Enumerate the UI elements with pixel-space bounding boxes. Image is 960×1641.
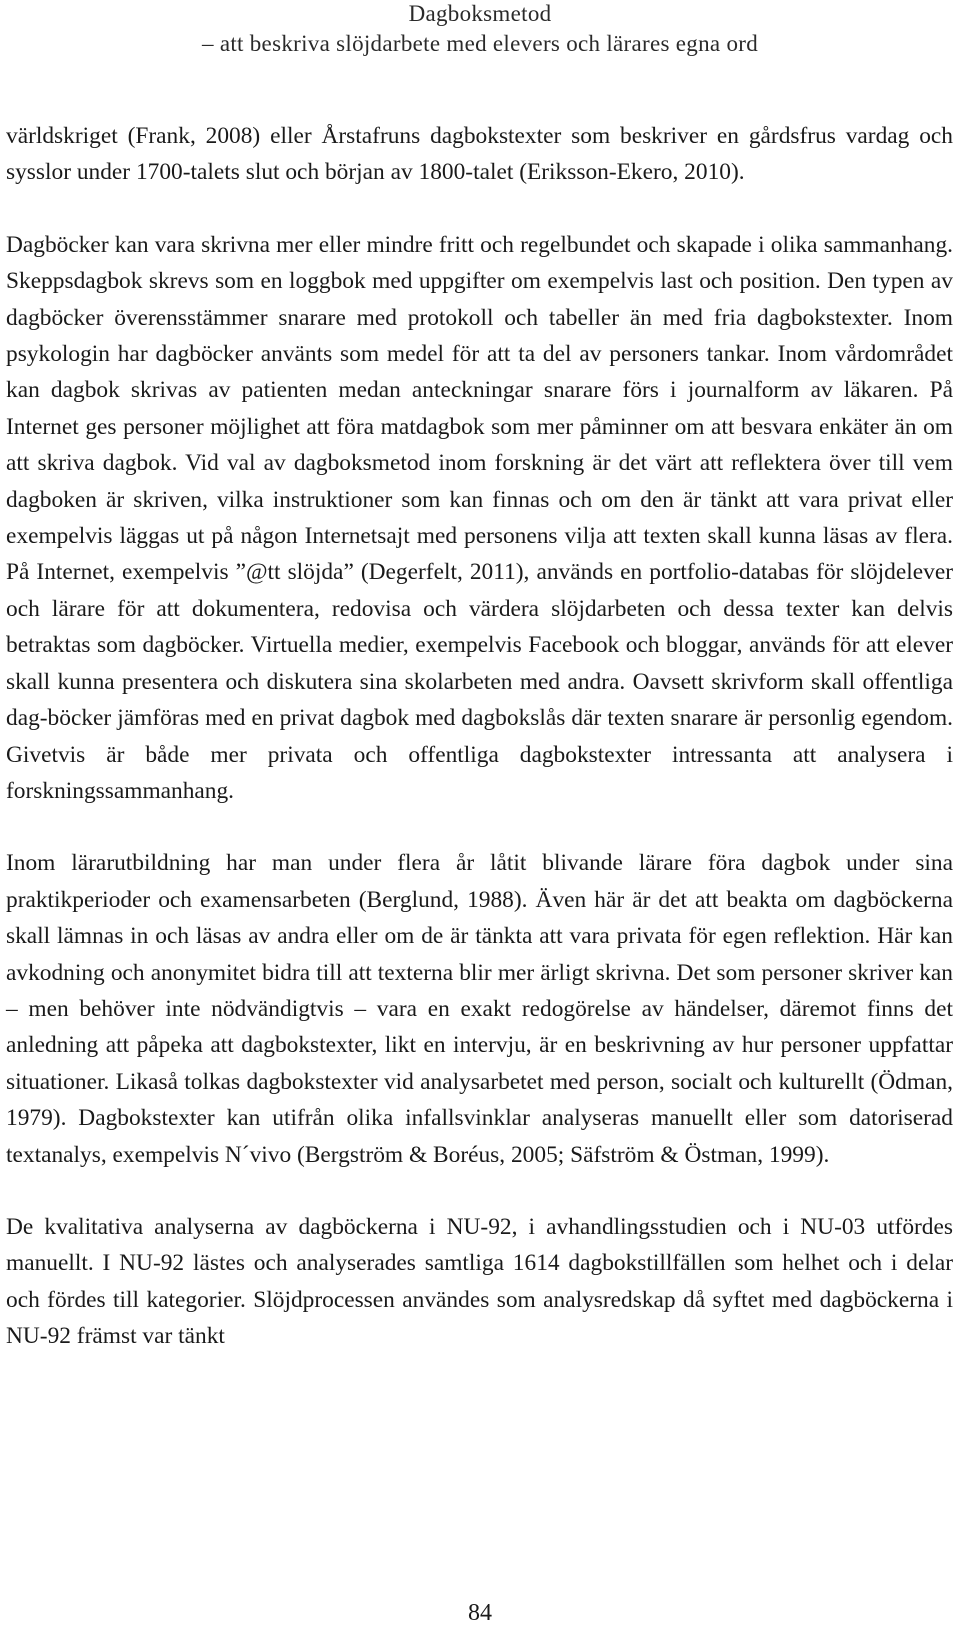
- header-subtitle: – att beskriva slöjdarbete med elevers och lärares egna ord: [201, 31, 759, 56]
- page-number: 84: [468, 1600, 492, 1626]
- paragraph: Dagböcker kan vara skrivna mer eller mindre fritt och regelbundet och skapade i olika sammanhang. Skeppsdagbok skrevs som en loggbok med uppgifter om exempelvis last och position. Den typen av dagböcker överensstämmer snarare med protokoll och tabeller än med fria dagbokstexter. Inom psykologin har dagböcker använts som medel för att ta del av personers tankar. Inom vårdområdet kan dagbok skrivas av patienten medan anteckningar snarare förs i journalform av läkaren. På Internet ges personer möjlighet att föra matdagbok som mer påminner om att besvara enkäter än om att skriva dagbok. Vid val av dagboksmetod inom forskning är det värt att reflektera över till vem dagboken är skriven, vilka instruktioner som kan finnas och om den är tänkt att vara privat eller exempelvis läggas ut på någon Internetsajt med personens vilja att texten skall kunna läsas av flera. På Internet, exempelvis ”@tt slöjda” (Degerfelt, 2011), används en portfolio-databas för slöjdelever och lärare för att dokumentera, redovisa och värdera slöjdarbeten och dessa texter kan delvis betraktas som dagböcker. Virtuella medier, exempelvis Facebook och bloggar, används för att elever skall kunna presentera och diskutera sina skolarbeten med andra. Oavsett skrivform skall offentliga dag-böcker jämföras med en privat dagbok med dagbokslås där texten snarare är personlig egendom. Givetvis är både mer privata och offentliga dagbokstexter intressanta att analysera i forskningssammanhang.: [6, 231, 953, 804]
- body-text: [6, 118, 953, 1355]
- running-header: [0, 0, 960, 59]
- paragraph: världskriget (Frank, 2008) eller Årstafruns dagbokstexter som beskriver en gårdsfrus vardag och sysslor under 1700-talets slut och början av 1800-talet (Eriksson-Ekero, 2010).: [6, 123, 953, 186]
- paragraph: De kvalitativa analyserna av dagböckerna i NU-92, i avhandlingsstudien och i NU-03 utfördes manuellt. I NU-92 lästes och analyserades samtliga 1614 dagbokstillfällen som helhet och i delar och fördes till kategorier. Slöjdprocessen användes som analysredskap då syftet med dagböckerna i NU-92 främst var tänkt: [6, 1213, 953, 1350]
- paragraph: Inom lärarutbildning har man under flera år låtit blivande lärare föra dagbok under sina praktikperioder och examensarbeten (Berglund, 1988). Även här är det att beakta om dagböckerna skall lämnas in och läsas av andra eller om de är tänkta att vara privata för egen reflektion. Här kan avkodning och anonymitet bidra till att texterna blir mer ärligt skrivna. Det som personer skriver kan – men behöver inte nödvändigtvis – vara en exakt redogörelse av händelser, däremot finns det anledning att påpeka att dagbokstexter, likt en intervju, är en beskrivning av hur personer uppfattar situationer. Likaså tolkas dagbokstexter vid analysarbetet med person, socialt och kulturellt (Ödman, 1979). Dagbokstexter kan utifrån olika infallsvinklar analyseras manuellt eller som datoriserad textanalys, exempelvis N´vivo (Bergström & Boréus, 2005; Säfström & Östman, 1999).: [6, 850, 953, 1168]
- header-title: Dagboksmetod: [408, 1, 552, 26]
